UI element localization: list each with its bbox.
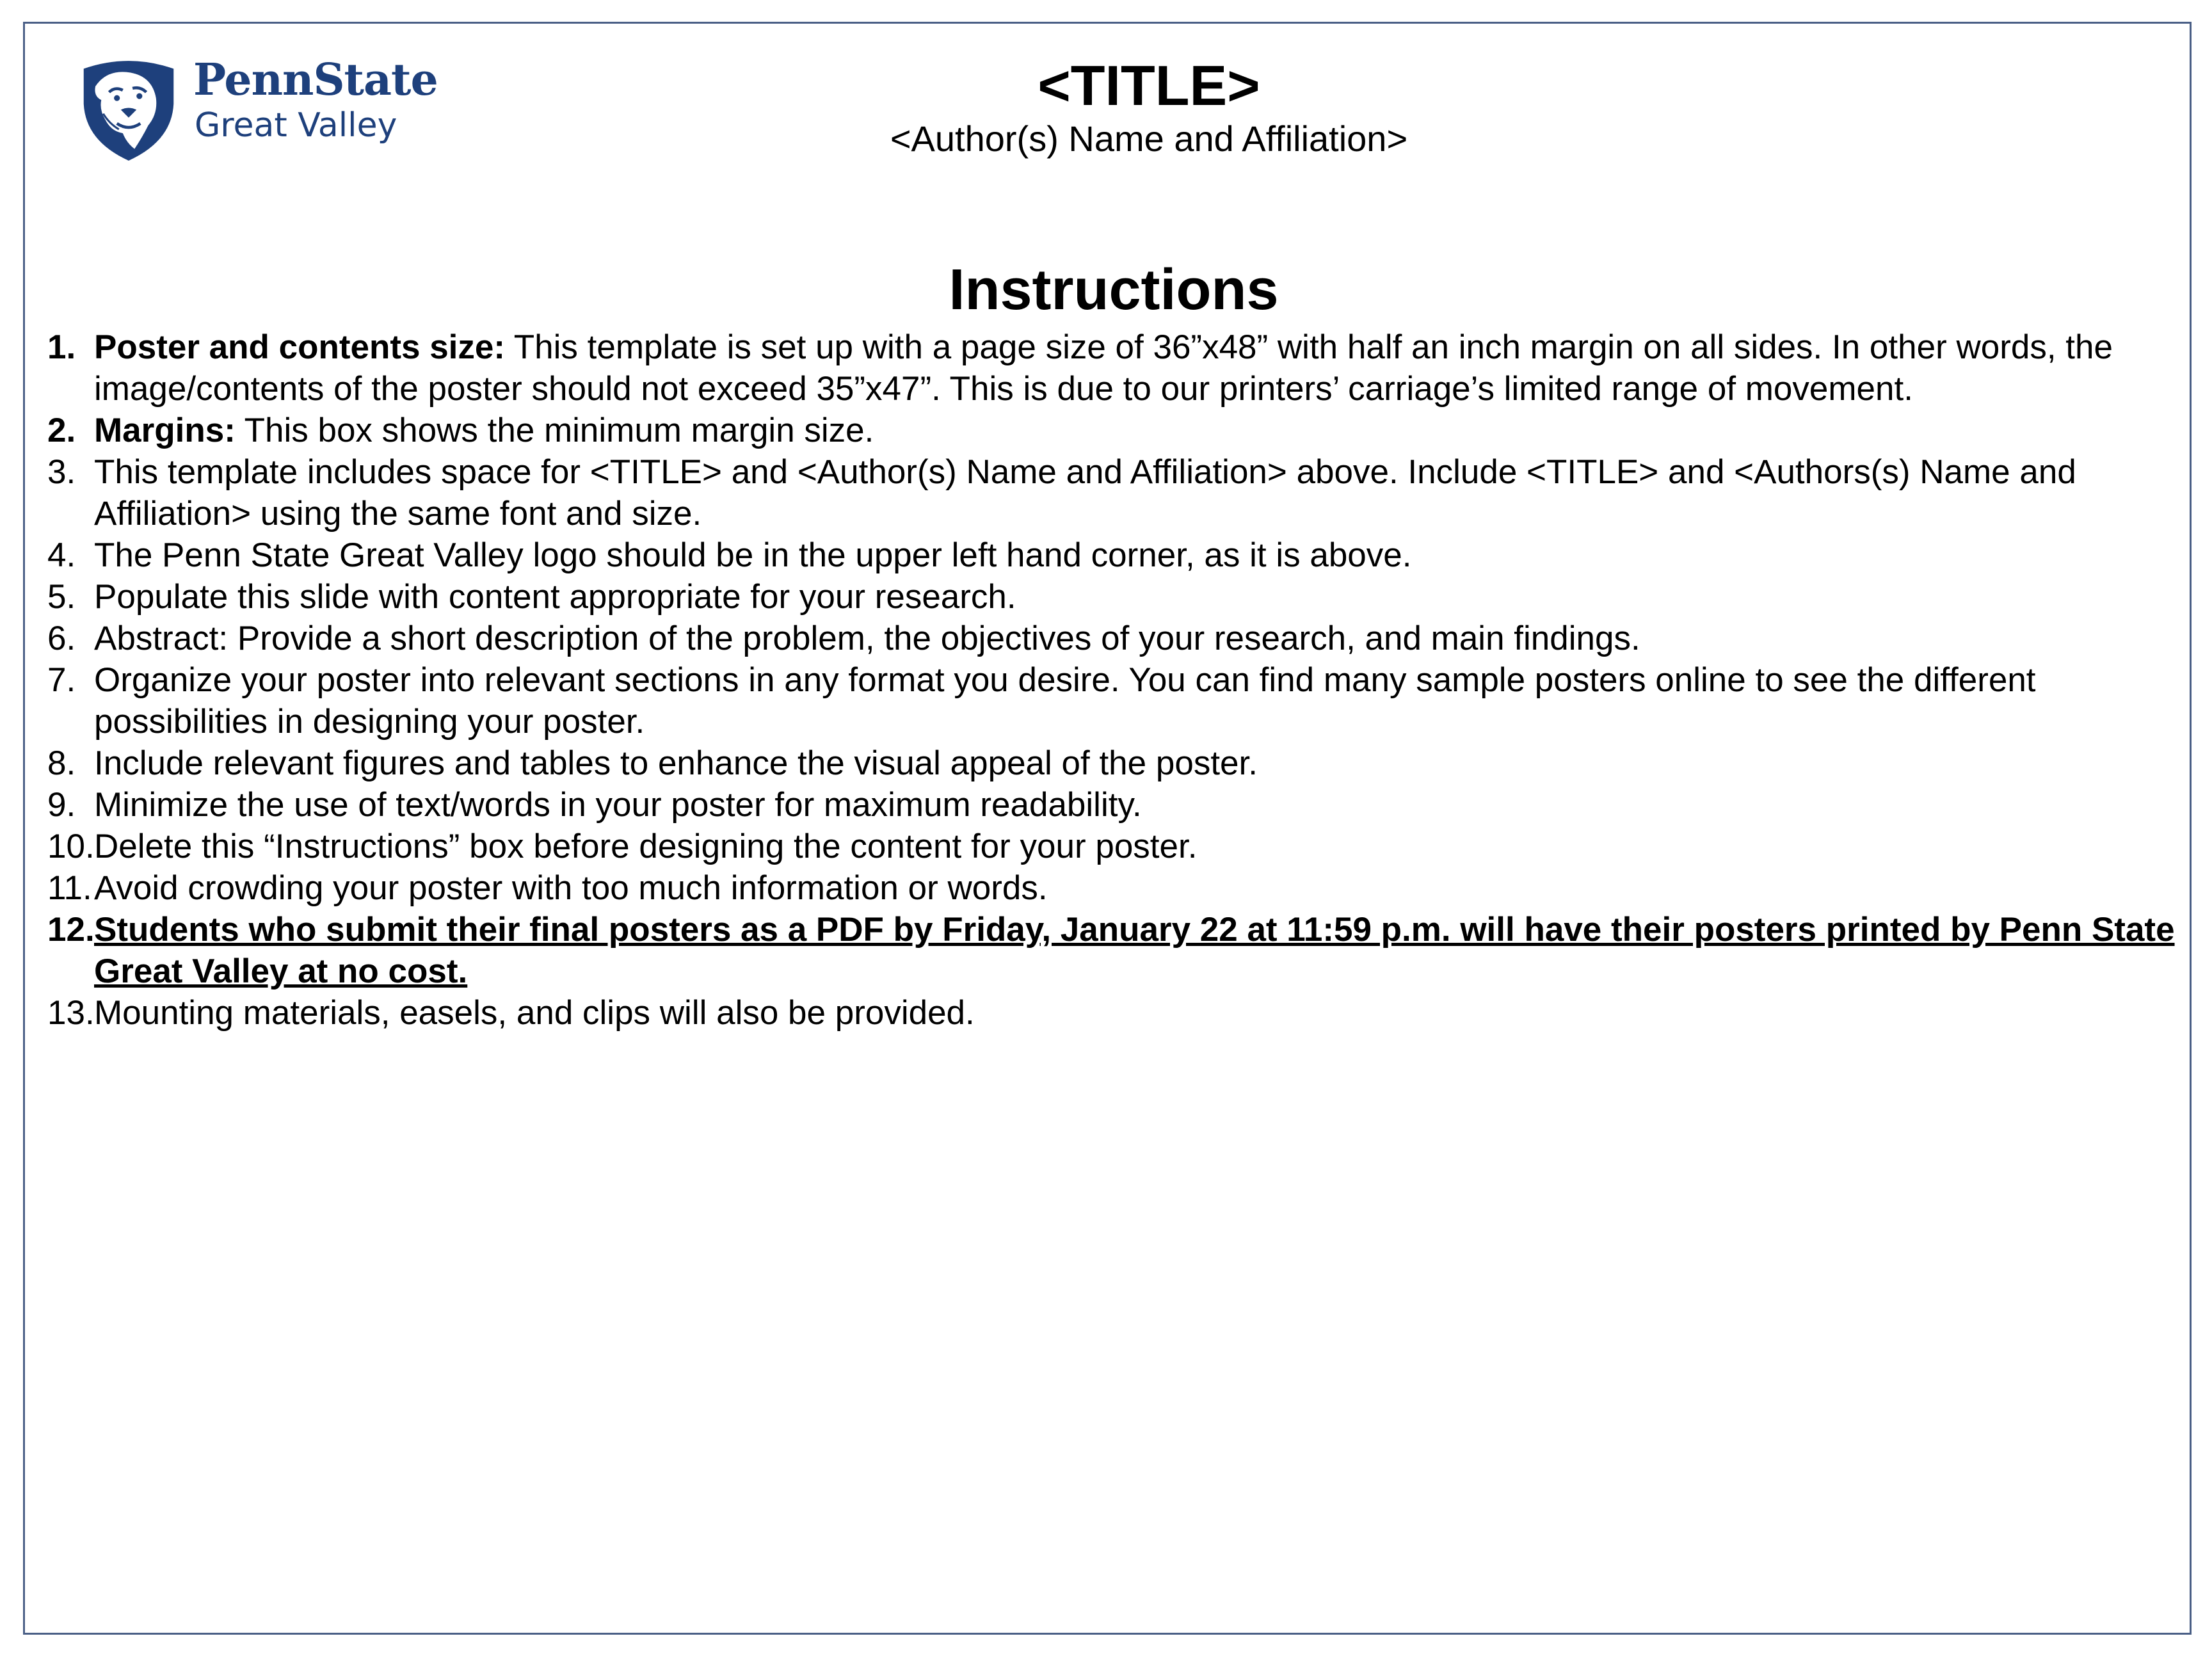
instruction-item — [0, 410, 2176, 451]
instruction-item — [0, 451, 2176, 534]
instruction-number: 6. — [47, 620, 76, 657]
instruction-text: Avoid crowding your poster with too much information or words. — [94, 869, 1048, 907]
instruction-number: 13. — [47, 994, 95, 1032]
instruction-item — [0, 826, 2176, 867]
instruction-item-print-deadline — [0, 909, 2176, 992]
instruction-text: Abstract: Provide a short description of the problem, the objectives of your research, and main findings. — [94, 620, 1640, 657]
instruction-lead: Margins: — [94, 412, 236, 449]
instruction-text: This template is set up with a page size of 36”x48” with half an inch margin on all sides. In other words, the image/contents of the poster should not exceed 35”x47”. This is due to our printers’ carriage’s limited range of movement. — [94, 328, 2113, 408]
instruction-text: This box shows the minimum margin size. — [235, 412, 874, 449]
instruction-item — [0, 784, 2176, 826]
instruction-number: 1. — [47, 328, 76, 366]
instruction-number: 4. — [47, 536, 76, 574]
instruction-item — [0, 618, 2176, 659]
poster-title[interactable]: <TITLE> — [1038, 54, 1260, 117]
instruction-text: Include relevant figures and tables to enhance the visual appeal of the poster. — [94, 744, 1258, 782]
instruction-text: Populate this slide with content appropriate for your research. — [94, 578, 1016, 616]
instruction-number: 11. — [47, 869, 92, 907]
instructions-heading: Instructions — [949, 258, 1279, 322]
instructions-list — [0, 326, 2176, 1034]
instruction-item — [0, 867, 2176, 909]
instruction-item — [0, 992, 2176, 1034]
instruction-item — [0, 576, 2176, 618]
poster-authors[interactable]: <Author(s) Name and Affiliation> — [890, 118, 1408, 159]
instruction-number: 12. — [47, 911, 95, 949]
instruction-number: 3. — [47, 453, 76, 491]
logo-wordmark: PennState — [193, 54, 438, 106]
instruction-number: 8. — [47, 744, 76, 782]
instruction-number: 2. — [47, 412, 76, 449]
instruction-number: 5. — [47, 578, 76, 616]
instruction-number: 9. — [47, 786, 76, 824]
instruction-item — [0, 326, 2176, 410]
instruction-lead: Poster and contents size: — [94, 328, 506, 366]
instruction-text: Mounting materials, easels, and clips will also be provided. — [94, 994, 975, 1032]
instruction-item — [0, 742, 2176, 784]
instruction-text: The Penn State Great Valley logo should be in the upper left hand corner, as it is above. — [94, 536, 1412, 574]
instruction-text: Delete this “Instructions” box before designing the content for your poster. — [94, 828, 1198, 865]
instruction-text: Minimize the use of text/words in your poster for maximum readability. — [94, 786, 1142, 824]
instruction-number: 7. — [47, 661, 76, 699]
instruction-text: Organize your poster into relevant sections in any format you desire. You can find many sample posters online to see the different possibilities in designing your poster. — [94, 661, 2036, 741]
instruction-text: This template includes space for <TITLE> and <Author(s) Name and Affiliation> above. Include <TITLE> and <Authors(s) Name and Affiliation> using the same font and size. — [94, 453, 2076, 533]
instruction-item — [0, 534, 2176, 576]
instruction-number: 10. — [47, 828, 95, 865]
instruction-text: Students who submit their final posters as a PDF by Friday, January 22 at 11:59 p.m. will have their posters printed by Penn State Great Valley at no cost. — [94, 911, 2175, 990]
logo-campus-name: Great Valley — [195, 106, 397, 145]
instruction-item — [0, 659, 2176, 742]
